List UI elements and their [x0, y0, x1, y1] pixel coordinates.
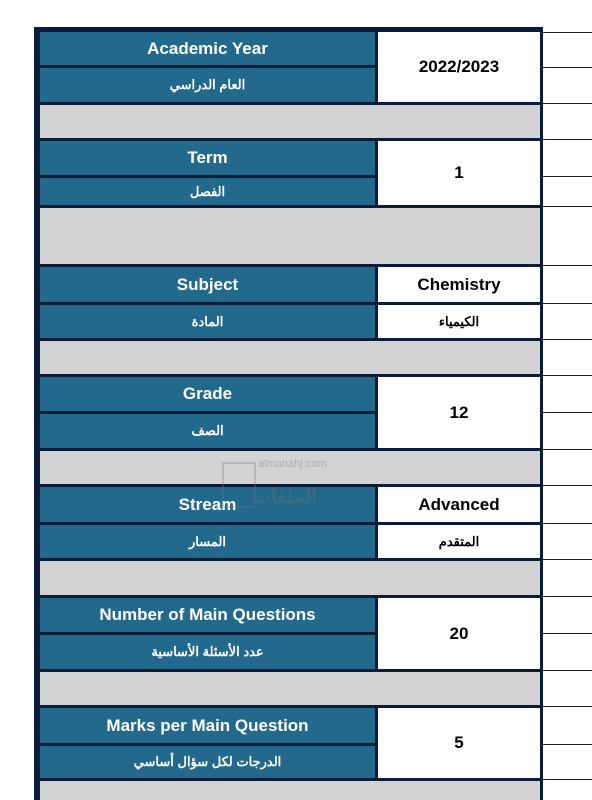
side-rule: [543, 176, 592, 177]
grade-label-ar: الصف: [40, 414, 375, 448]
side-rule: [543, 265, 592, 266]
stream-value: Advanced: [378, 487, 540, 522]
side-rule: [543, 523, 592, 524]
subject-label: Subject: [40, 267, 375, 302]
watermark-text-ar: الملفات: [252, 486, 317, 508]
side-rule: [543, 339, 592, 340]
side-rule: [543, 103, 592, 104]
side-rule: [543, 32, 592, 33]
spacer-row: [40, 208, 540, 264]
subject-value: Chemistry: [378, 267, 540, 302]
term-value: 1: [378, 141, 540, 205]
spacer-row: [40, 672, 540, 705]
grade-value: 12: [378, 377, 540, 448]
side-rule: [543, 633, 592, 634]
side-rule: [543, 303, 592, 304]
watermark: [222, 458, 362, 528]
marks-label-ar: الدرجات لكل سؤال أساسي: [40, 746, 375, 778]
watermark-logo-icon: [222, 462, 256, 508]
side-rule: [543, 449, 592, 450]
marks-label: Marks per Main Question: [40, 708, 375, 743]
side-rule: [543, 559, 592, 560]
main-questions-value: 20: [378, 598, 540, 669]
side-rule: [543, 706, 592, 707]
stream-label-ar: المسار: [40, 525, 375, 558]
main-questions-label: Number of Main Questions: [40, 598, 375, 632]
spacer-row: [40, 781, 540, 800]
subject-value-ar: الكيمياء: [378, 305, 540, 338]
side-rule: [543, 744, 592, 745]
term-label-ar: الفصل: [40, 178, 375, 205]
grade-label: Grade: [40, 377, 375, 411]
academic-year-value: 2022/2023: [378, 32, 540, 102]
main-questions-label-ar: عدد الأسئلة الأساسية: [40, 635, 375, 669]
marks-value: 5: [378, 708, 540, 778]
watermark-text: almanahj.com: [258, 458, 327, 470]
side-rule: [543, 485, 592, 486]
stream-label: Stream: [40, 487, 375, 522]
spacer-row: [40, 561, 540, 595]
side-rule: [543, 412, 592, 413]
side-rule: [543, 596, 592, 597]
side-rule: [543, 67, 592, 68]
spacer-row: [40, 341, 540, 374]
term-label: Term: [40, 141, 375, 175]
side-column: [543, 27, 592, 800]
spacer-row: [40, 105, 540, 138]
side-rule: [543, 139, 592, 140]
side-rule: [543, 206, 592, 207]
side-rule: [543, 779, 592, 780]
academic-year-label: Academic Year: [40, 32, 375, 65]
academic-year-label-ar: العام الدراسي: [40, 68, 375, 102]
side-rule: [543, 670, 592, 671]
stream-value-ar: المتقدم: [378, 525, 540, 558]
side-rule: [543, 375, 592, 376]
subject-label-ar: المادة: [40, 305, 375, 338]
